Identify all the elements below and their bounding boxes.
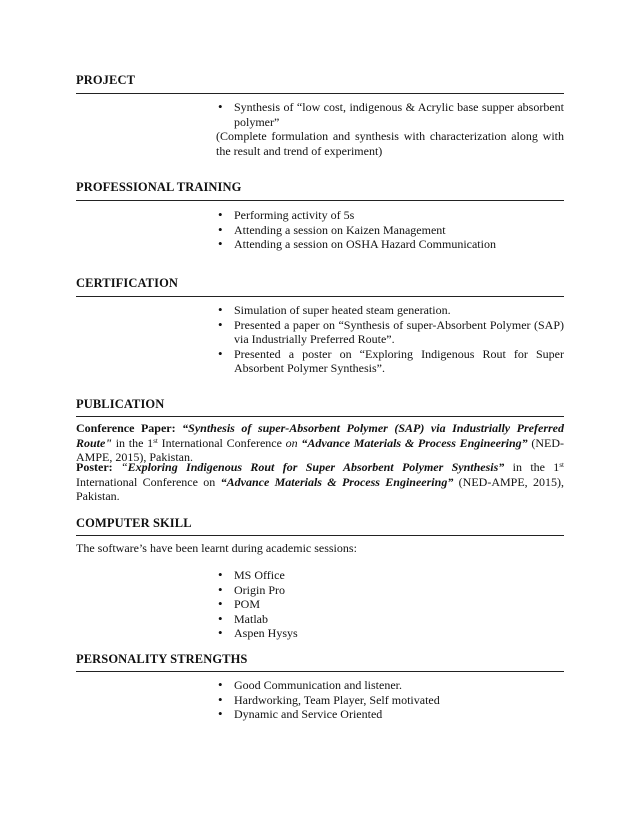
project-list (216, 100, 564, 129)
paper-title: “Synthesis of super-Absorbent Polymer (SAP) via Industrially Preferred Route" (76, 421, 564, 450)
poster-conference-name: “Advance Materials & Process Engineering” (220, 474, 454, 489)
list-item: • Hardworking, Team Player, Self motivated (216, 693, 564, 708)
section-heading-project: PROJECT (76, 73, 136, 87)
section-heading-publication: PUBLICATION (76, 397, 165, 411)
poster-label: Poster: (76, 460, 113, 474)
section-heading-training: PROFESSIONAL TRAINING (76, 180, 242, 194)
list-item: • Simulation of super heated steam generation. (216, 303, 564, 318)
project-note: (Complete formulation and synthesis with characterization along with the result and trend of experiment) (216, 129, 564, 158)
publication-paper (76, 421, 564, 465)
list-item: • Dynamic and Service Oriented (216, 707, 564, 722)
poster-in: in the 1 (504, 460, 560, 474)
poster-quote: “ (112, 460, 128, 474)
computer-skill-intro: The software’s have been learnt during academic sessions: (76, 541, 357, 555)
section-divider (76, 535, 564, 536)
section-heading-personality: PERSONALITY STRENGTHS (76, 652, 248, 666)
poster-conf-pre: International Conference on (76, 474, 221, 489)
poster-tail: (NED-AMPE, 2015), Pakistan. (76, 474, 564, 503)
poster-sup: st (559, 461, 564, 469)
training-list (216, 208, 564, 252)
personality-list (216, 678, 564, 722)
list-item: • Aspen Hysys (216, 626, 564, 641)
section-divider (76, 416, 564, 417)
paper-in: in the 1 (112, 435, 154, 450)
paper-sup: st (153, 436, 158, 445)
section-divider (76, 200, 564, 201)
section-divider (76, 296, 564, 297)
section-heading-certification: CERTIFICATION (76, 276, 179, 290)
paper-label: Conference Paper: (76, 421, 176, 435)
paper-tail: (NED-AMPE, 2015), Pakistan. (76, 435, 565, 464)
publication-poster (76, 460, 564, 504)
list-item: • Presented a paper on “Synthesis of super-Absorbent Polymer (SAP) via Industrially Preferred Route”. (216, 318, 564, 347)
paper-conference-name: “Advance Materials & Process Engineering” (297, 435, 528, 450)
list-item: • Origin Pro (216, 583, 564, 598)
list-item: • Attending a session on OSHA Hazard Communication (216, 237, 564, 252)
list-item: • Good Communication and listener. (216, 678, 564, 693)
paper-on: on (285, 435, 298, 450)
certification-list (216, 303, 564, 376)
list-item: • Presented a poster on “Exploring Indigenous Rout for Super Absorbent Polymer Synthesis”. (216, 347, 564, 376)
poster-title: Exploring Indigenous Rout for Super Absorbent Polymer Synthesis” (127, 460, 505, 474)
list-item: • Attending a session on Kaizen Management (216, 223, 564, 238)
list-item: • Matlab (216, 612, 564, 627)
section-heading-computer-skill: COMPUTER SKILL (76, 516, 192, 530)
section-divider (76, 671, 564, 672)
list-item: • MS Office (216, 568, 564, 583)
list-item: • Performing activity of 5s (216, 208, 564, 223)
list-item: • POM (216, 597, 564, 612)
computer-skill-list (216, 568, 564, 641)
list-item: • Synthesis of “low cost, indigenous & Acrylic base supper absorbent polymer” (216, 100, 564, 129)
section-divider (76, 93, 564, 94)
paper-conf-pre: International Conference (157, 435, 286, 450)
